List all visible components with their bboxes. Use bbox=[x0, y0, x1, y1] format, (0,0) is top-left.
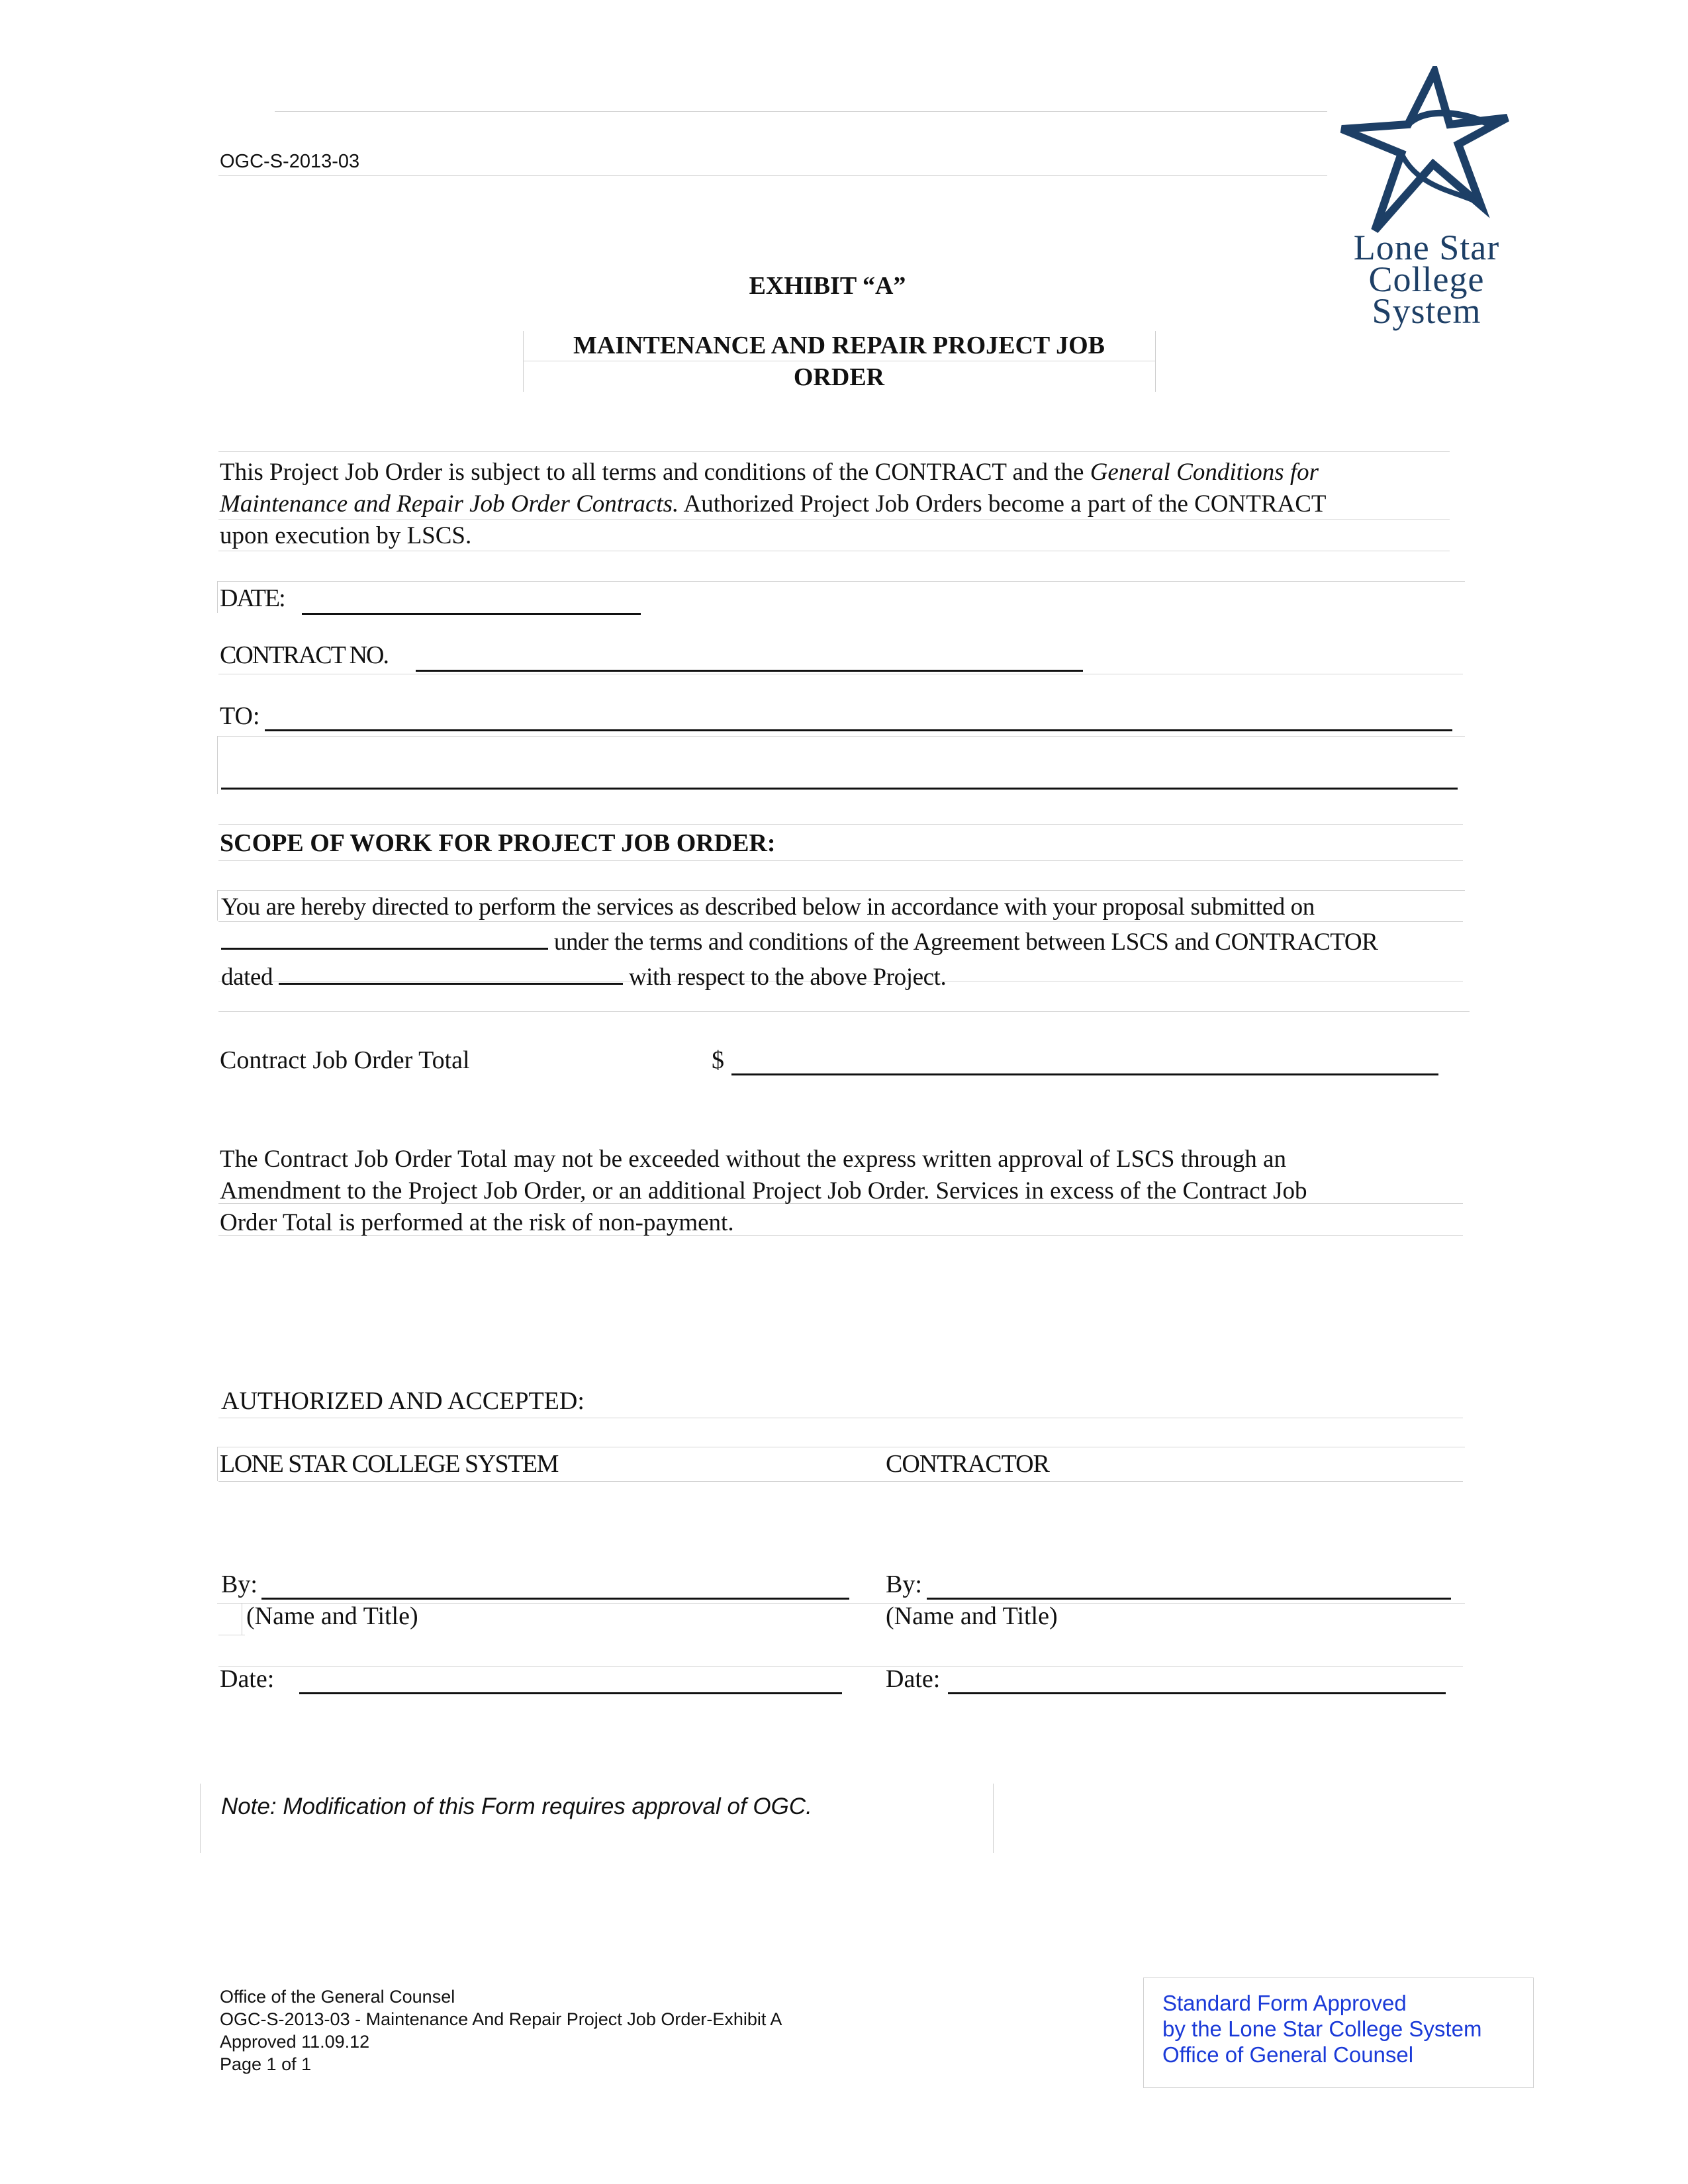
intro-text: upon execution by LSCS. bbox=[220, 522, 472, 549]
scope-line-3: with respect to the above Project. bbox=[622, 964, 947, 991]
scope-paragraph bbox=[221, 892, 1466, 993]
to-input-line-2[interactable] bbox=[221, 768, 1458, 790]
rule bbox=[217, 890, 1465, 891]
rule bbox=[217, 581, 1465, 582]
left-date-input-line[interactable] bbox=[299, 1667, 842, 1694]
agreement-date-input-line[interactable] bbox=[279, 958, 623, 985]
to-input-line[interactable] bbox=[265, 704, 1452, 731]
intro-text: Authorized Project Job Orders become a part of the CONTRACT bbox=[679, 490, 1327, 518]
rule bbox=[218, 824, 1463, 825]
contract-no-label: CONTRACT NO. bbox=[220, 641, 388, 669]
right-party-label: CONTRACTOR bbox=[886, 1450, 1049, 1478]
total-label: Contract Job Order Total bbox=[220, 1046, 470, 1074]
rule bbox=[217, 736, 1465, 737]
footer-info bbox=[220, 1985, 782, 2075]
currency-symbol: $ bbox=[712, 1046, 724, 1074]
scope-heading: SCOPE OF WORK FOR PROJECT JOB ORDER: bbox=[220, 829, 776, 857]
stamp-line-2: by the Lone Star College System bbox=[1162, 2017, 1482, 2041]
authorized-heading: AUTHORIZED AND ACCEPTED: bbox=[221, 1387, 585, 1415]
left-date-label: Date: bbox=[220, 1665, 275, 1693]
right-by-input-line[interactable] bbox=[927, 1572, 1451, 1600]
title-line-2: ORDER bbox=[793, 363, 885, 391]
title-box-right bbox=[1155, 331, 1156, 392]
note-box-left bbox=[200, 1784, 201, 1853]
rule bbox=[218, 860, 1463, 861]
note-box-right bbox=[993, 1784, 994, 1853]
scope-dated-label: dated bbox=[221, 964, 279, 991]
form-id: OGC-S-2013-03 bbox=[220, 151, 360, 172]
total-amount-input-line[interactable] bbox=[731, 1048, 1438, 1075]
left-party-label: LONE STAR COLLEGE SYSTEM bbox=[220, 1450, 558, 1478]
rule bbox=[218, 1011, 1470, 1012]
header-rule bbox=[275, 111, 1327, 112]
college-logo bbox=[1331, 66, 1523, 338]
warning-line-2: Amendment to the Project Job Order, or an additional Project Job Order. Services in excess of the Contract Job bbox=[220, 1177, 1307, 1205]
warning-paragraph bbox=[220, 1144, 1464, 1239]
rule bbox=[218, 451, 1450, 452]
right-date-label: Date: bbox=[886, 1665, 941, 1693]
stamp-line-1: Standard Form Approved bbox=[1162, 1991, 1407, 2015]
logo-line-1: Lone Star bbox=[1353, 228, 1500, 267]
right-date-input-line[interactable] bbox=[948, 1667, 1446, 1694]
header-rule bbox=[218, 175, 1327, 176]
right-name-title: (Name and Title) bbox=[886, 1602, 1058, 1630]
stamp-line-3: Office of General Counsel bbox=[1162, 2042, 1414, 2067]
footer-line-3: Approved 11.09.12 bbox=[220, 2032, 370, 2052]
footer-line-2: OGC-S-2013-03 - Maintenance And Repair Project Job Order-Exhibit A bbox=[220, 2009, 782, 2029]
intro-italic: General Conditions for bbox=[1090, 459, 1319, 486]
proposal-date-input-line[interactable] bbox=[221, 923, 548, 950]
logo-line-2: College bbox=[1368, 259, 1485, 299]
star-logo-icon bbox=[1334, 66, 1519, 245]
date-input-line[interactable] bbox=[302, 588, 641, 615]
intro-paragraph bbox=[220, 457, 1464, 552]
footer-line-1: Office of the General Counsel bbox=[220, 1987, 455, 2007]
left-by-input-line[interactable] bbox=[261, 1572, 849, 1600]
date-field bbox=[220, 584, 285, 613]
note-text: Note: Modification of this Form requires approval of OGC. bbox=[221, 1794, 812, 1819]
scope-line-2: under the terms and conditions of the Agreement between LSCS and CONTRACTOR bbox=[548, 929, 1378, 956]
exhibit-title: EXHIBIT “A” bbox=[749, 272, 906, 300]
warning-line-1: The Contract Job Order Total may not be exceeded without the express written approval of LSCS through an bbox=[220, 1146, 1286, 1173]
rule bbox=[218, 1481, 1463, 1482]
field-box-left bbox=[217, 736, 218, 794]
left-name-title: (Name and Title) bbox=[246, 1602, 418, 1630]
approval-stamp-box bbox=[1143, 1978, 1534, 2088]
logo-line-3: System bbox=[1372, 291, 1481, 331]
right-by-label: By: bbox=[886, 1570, 922, 1598]
intro-text: This Project Job Order is subject to all terms and conditions of the CONTRACT and the bbox=[220, 459, 1090, 486]
left-by-label: By: bbox=[221, 1570, 258, 1598]
intro-italic: Maintenance and Repair Job Order Contracts. bbox=[220, 490, 679, 518]
warning-line-3: Order Total is performed at the risk of non-payment. bbox=[220, 1209, 734, 1236]
date-label: DATE: bbox=[220, 584, 285, 612]
title-line-1: MAINTENANCE AND REPAIR PROJECT JOB bbox=[573, 332, 1105, 359]
footer-line-4: Page 1 of 1 bbox=[220, 2054, 312, 2074]
field-box-left bbox=[217, 890, 218, 921]
field-box-left bbox=[217, 1447, 218, 1481]
logo-wordmark bbox=[1331, 228, 1523, 331]
scope-line-1: You are hereby directed to perform the services as described below in accordance with your proposal submitted on bbox=[221, 893, 1315, 921]
to-label: TO: bbox=[220, 702, 260, 730]
document-title bbox=[523, 330, 1155, 393]
contract-no-input-line[interactable] bbox=[416, 645, 1083, 672]
approval-stamp bbox=[1162, 1990, 1481, 2068]
field-box-left bbox=[217, 581, 218, 613]
